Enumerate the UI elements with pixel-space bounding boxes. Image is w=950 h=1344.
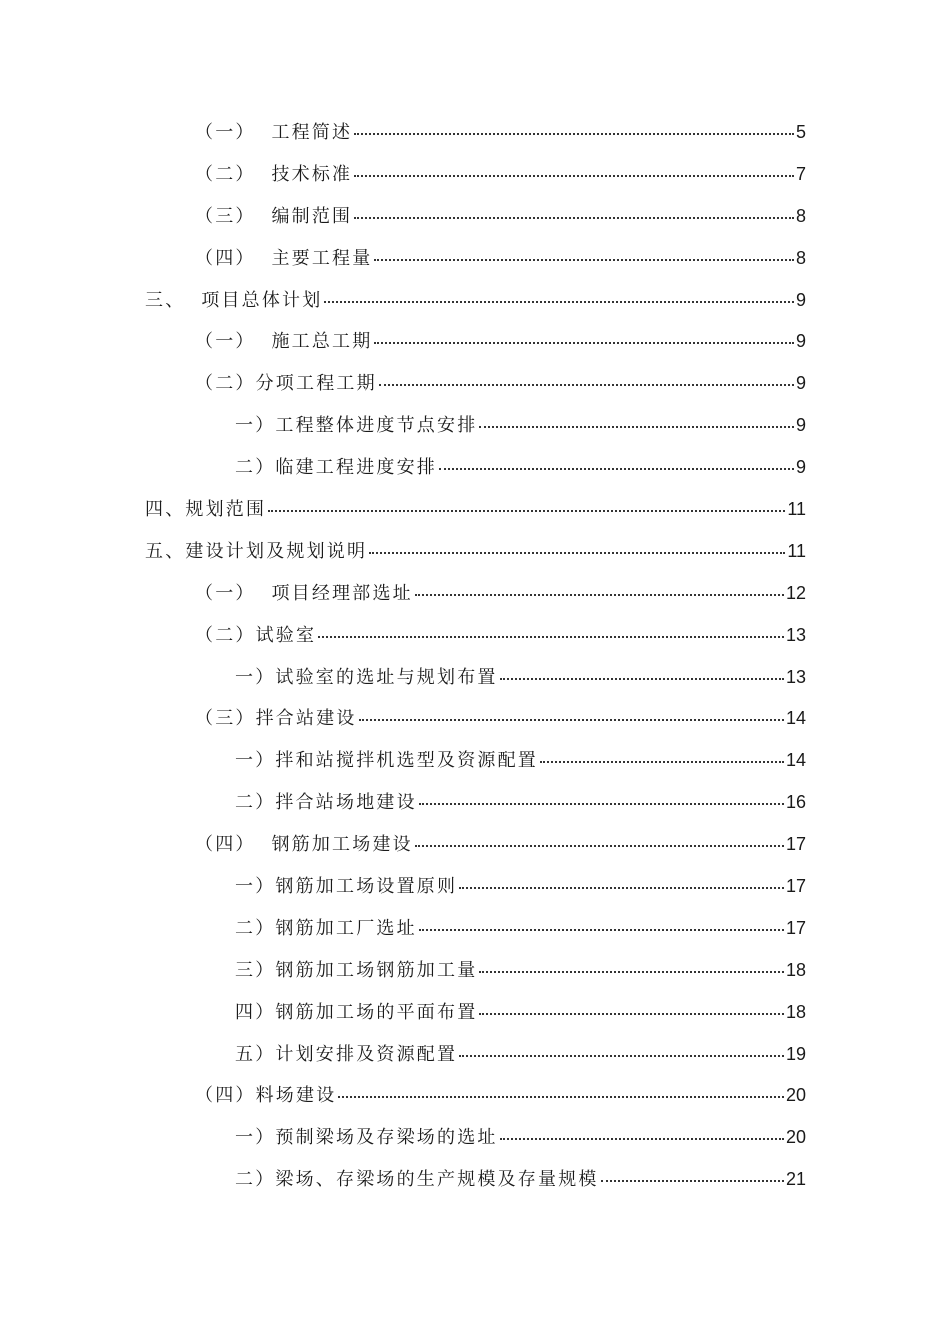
toc-entry-title: 二）梁场、存梁场的生产规模及存量规模 xyxy=(235,1169,599,1191)
toc-dot-leader xyxy=(354,217,794,219)
toc-entry-page-number: 18 xyxy=(785,959,806,980)
toc-entry-page-number: 14 xyxy=(785,708,806,729)
toc-entry-title: （四）料场建设 xyxy=(195,1085,337,1107)
toc-entry[interactable] xyxy=(235,403,950,445)
toc-dot-leader xyxy=(419,929,784,931)
toc-entry-page-number: 16 xyxy=(785,792,806,813)
toc-entry-page-number: 17 xyxy=(785,917,806,938)
toc-entry-title: 一）试验室的选址与规划布置 xyxy=(235,666,498,688)
toc-entry[interactable] xyxy=(235,780,950,822)
toc-entry-line xyxy=(195,327,806,353)
toc-dot-leader xyxy=(359,719,784,721)
toc-entry-page-number: 5 xyxy=(795,121,806,142)
toc-entry-title: 四、规划范围 xyxy=(145,498,267,520)
toc-entry[interactable] xyxy=(195,1073,950,1115)
toc-entry-title: （二）试验室 xyxy=(195,624,317,646)
toc-entry-line xyxy=(235,411,806,437)
toc-dot-leader xyxy=(354,175,794,177)
toc-entry-page-number: 17 xyxy=(785,834,806,855)
toc-entry-line xyxy=(195,704,806,730)
toc-entry-line xyxy=(195,1081,806,1107)
toc-entry[interactable] xyxy=(235,1157,950,1199)
toc-entry[interactable] xyxy=(235,906,950,948)
toc-dot-leader xyxy=(369,552,785,554)
toc-entry[interactable] xyxy=(195,613,950,655)
toc-entry[interactable] xyxy=(195,194,950,236)
toc-entry-line xyxy=(195,118,806,144)
toc-entry-page-number: 18 xyxy=(785,1001,806,1022)
toc-entry[interactable] xyxy=(235,1115,950,1157)
toc-entry-title: 五、建设计划及规划说明 xyxy=(145,540,368,562)
toc-entry[interactable] xyxy=(235,990,950,1032)
toc-entry-title: 二）临建工程进度安排 xyxy=(235,457,437,479)
toc-entry-line xyxy=(235,1040,806,1066)
toc-entry-title: （一） 项目经理部选址 xyxy=(195,582,413,604)
toc-dot-leader xyxy=(540,761,784,763)
toc-dot-leader xyxy=(324,301,794,303)
toc-entry-page-number: 19 xyxy=(785,1043,806,1064)
toc-entry-page-number: 14 xyxy=(785,750,806,771)
toc-entry[interactable] xyxy=(235,738,950,780)
toc-entry-title: 五）计划安排及资源配置 xyxy=(235,1043,458,1065)
toc-entry-page-number: 9 xyxy=(795,289,806,310)
toc-entry[interactable] xyxy=(195,571,950,613)
toc-entry-line xyxy=(195,160,806,186)
toc-dot-leader xyxy=(318,636,784,638)
toc-entry[interactable] xyxy=(235,864,950,906)
toc-dot-leader xyxy=(500,1138,784,1140)
toc-entry-page-number: 8 xyxy=(795,205,806,226)
toc-entry-title: （一） 施工总工期 xyxy=(195,331,373,353)
toc-entry[interactable] xyxy=(195,110,950,152)
toc-entry-line xyxy=(235,1123,806,1149)
toc-entry-title: 一）拌和站搅拌机选型及资源配置 xyxy=(235,750,538,772)
toc-entry[interactable] xyxy=(145,529,950,571)
toc-entry-title: （二）分项工程工期 xyxy=(195,373,377,395)
toc-entry-line xyxy=(195,621,806,647)
toc-entry-title: 二）钢筋加工厂选址 xyxy=(235,917,417,939)
toc-entry-line xyxy=(195,202,806,228)
toc-entry-title: 一）钢筋加工场设置原则 xyxy=(235,875,458,897)
toc-dot-leader xyxy=(479,426,794,428)
toc-entry-title: （二） 技术标准 xyxy=(195,163,353,185)
toc-entry-page-number: 21 xyxy=(785,1169,806,1190)
toc-entry-title: 三）钢筋加工场钢筋加工量 xyxy=(235,959,478,981)
toc-entry[interactable] xyxy=(235,1032,950,1074)
toc-dot-leader xyxy=(415,845,784,847)
toc-entry[interactable] xyxy=(195,822,950,864)
toc-entry[interactable] xyxy=(235,655,950,697)
toc-entry-line xyxy=(235,1165,806,1191)
toc-dot-leader xyxy=(415,594,784,596)
toc-entry-line xyxy=(235,663,806,689)
toc-entry-page-number: 11 xyxy=(787,540,806,561)
toc-entry-page-number: 9 xyxy=(795,373,806,394)
toc-entry-page-number: 7 xyxy=(795,163,806,184)
toc-entry-line xyxy=(145,537,806,563)
toc-dot-leader xyxy=(419,803,784,805)
toc-entry-line xyxy=(235,872,806,898)
toc-entry-line xyxy=(145,495,806,521)
toc-entry-title: 二）拌合站场地建设 xyxy=(235,792,417,814)
toc-dot-leader xyxy=(379,384,794,386)
toc-entry-page-number: 13 xyxy=(785,624,806,645)
toc-dot-leader xyxy=(354,133,794,135)
toc-dot-leader xyxy=(479,971,784,973)
toc-entry[interactable] xyxy=(195,361,950,403)
toc-entry[interactable] xyxy=(195,319,950,361)
toc-entry-title: （四） 钢筋加工场建设 xyxy=(195,834,413,856)
toc-entry-line xyxy=(235,453,806,479)
toc-entry[interactable] xyxy=(195,696,950,738)
toc-entry-line xyxy=(235,746,806,772)
toc-dot-leader xyxy=(500,678,784,680)
toc-dot-leader xyxy=(479,1013,784,1015)
toc-dot-leader xyxy=(374,259,794,261)
toc-entry-page-number: 9 xyxy=(795,415,806,436)
table-of-contents xyxy=(0,110,950,1199)
toc-entry-title: （一） 工程简述 xyxy=(195,121,353,143)
toc-entry-title: 三、 项目总体计划 xyxy=(145,289,323,311)
toc-entry[interactable] xyxy=(195,236,950,278)
toc-entry-page-number: 12 xyxy=(785,582,806,603)
toc-dot-leader xyxy=(268,510,785,512)
toc-entry-line xyxy=(235,956,806,982)
toc-entry-title: 一）预制梁场及存梁场的选址 xyxy=(235,1127,498,1149)
toc-entry[interactable] xyxy=(235,948,950,990)
toc-entry-page-number: 20 xyxy=(785,1085,806,1106)
toc-dot-leader xyxy=(459,887,784,889)
toc-entry-page-number: 9 xyxy=(795,331,806,352)
toc-entry-title: 四）钢筋加工场的平面布置 xyxy=(235,1001,478,1023)
toc-dot-leader xyxy=(459,1055,784,1057)
toc-entry-page-number: 17 xyxy=(785,875,806,896)
toc-entry-line xyxy=(145,286,806,312)
toc-entry-line xyxy=(235,788,806,814)
toc-entry-page-number: 20 xyxy=(785,1127,806,1148)
toc-entry-title: （三）拌合站建设 xyxy=(195,708,357,730)
toc-entry-page-number: 9 xyxy=(795,457,806,478)
toc-dot-leader xyxy=(374,342,794,344)
toc-dot-leader xyxy=(601,1180,784,1182)
toc-entry-title: （三） 编制范围 xyxy=(195,205,353,227)
toc-entry[interactable] xyxy=(195,152,950,194)
toc-entry-line xyxy=(195,579,806,605)
toc-entry[interactable] xyxy=(235,445,950,487)
toc-entry-line xyxy=(235,914,806,940)
toc-entry-line xyxy=(195,244,806,270)
toc-entry-line xyxy=(195,369,806,395)
toc-entry-title: 一）工程整体进度节点安排 xyxy=(235,415,478,437)
toc-entry-line xyxy=(195,830,806,856)
toc-dot-leader xyxy=(439,468,794,470)
toc-dot-leader xyxy=(338,1096,784,1098)
toc-entry-page-number: 11 xyxy=(787,498,806,519)
toc-entry-page-number: 8 xyxy=(795,247,806,268)
toc-entry[interactable] xyxy=(145,278,950,320)
toc-entry[interactable] xyxy=(145,487,950,529)
toc-entry-title: （四） 主要工程量 xyxy=(195,247,373,269)
toc-entry-page-number: 13 xyxy=(785,666,806,687)
toc-entry-line xyxy=(235,998,806,1024)
